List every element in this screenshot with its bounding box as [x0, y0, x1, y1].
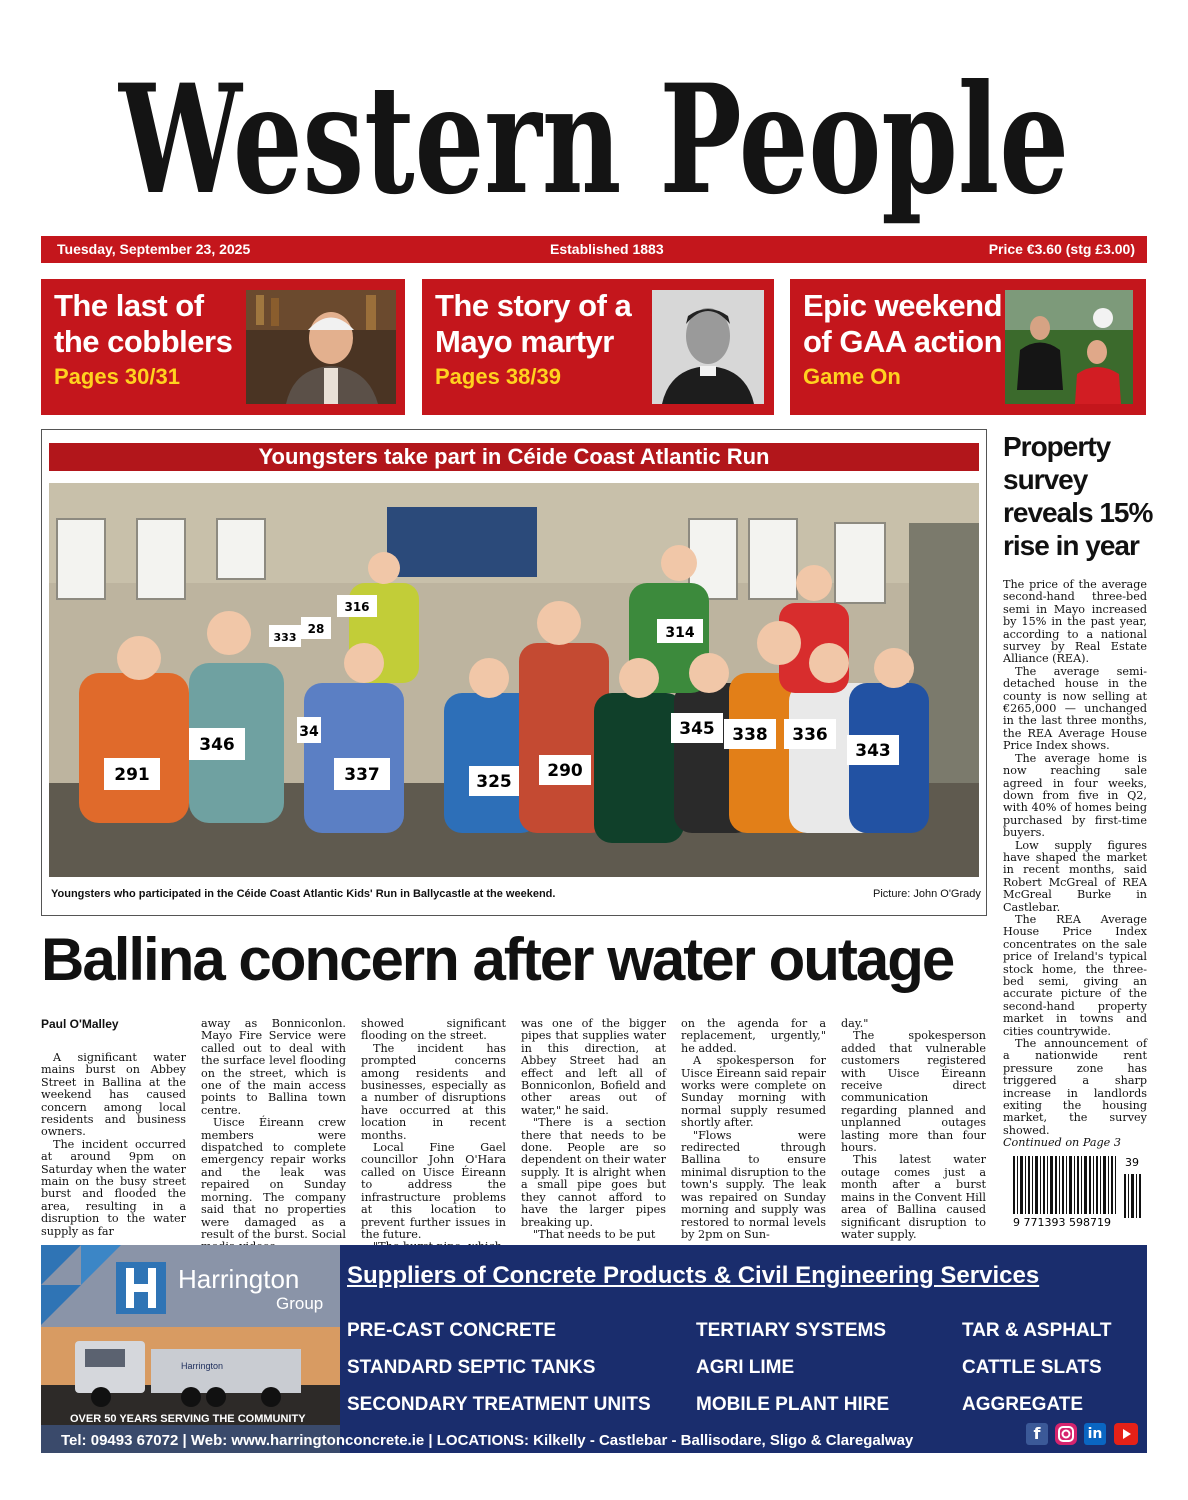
service-item: AGGREGATE	[962, 1394, 1084, 1415]
promo-title-line: Epic weekend	[803, 288, 1003, 323]
article-paragraph: The spokesperson added that vulnerable customers registered with Uisce Éireann receive direct communication regarding planned and unplanned outages lasting more than four hours.	[841, 1029, 986, 1155]
promo-title-line: of GAA action	[803, 324, 1003, 359]
martyr-portrait	[652, 290, 764, 404]
promo-pages: Pages 38/39	[435, 364, 561, 389]
article-paragraph: Local Fine Gael councillor John O'Hara called on Uisce Éireann to address the infrastructure problems at this location to prevent further issues in the future.	[361, 1141, 506, 1241]
instagram-icon[interactable]	[1055, 1423, 1077, 1445]
article-paragraph: away as Bonniconlon. Mayo Fire Service were called out to deal with the surface level flooding on the street, which is one of the main access points to Ballina town centre.	[201, 1017, 346, 1117]
race-bib: 346	[199, 735, 235, 755]
issue-date: Tuesday, September 23, 2025	[57, 241, 251, 257]
article-paragraph: The average home is now reaching sale agreed in four weeks, down from five in Q2, with 40% of homes being purchased by first-time buyers.	[1003, 751, 1147, 840]
service-item: TERTIARY SYSTEMS	[696, 1320, 887, 1341]
promo-title	[435, 288, 631, 360]
photo-headline: Youngsters take part in Céide Coast Atlantic Run	[49, 443, 979, 471]
promo-title-line: The last of	[54, 288, 204, 323]
brand-name: Harrington	[178, 1264, 300, 1294]
article-paragraph: showed significant flooding on the street.	[361, 1017, 506, 1043]
service-item: MOBILE PLANT HIRE	[696, 1394, 890, 1415]
article-paragraph: The incident has prompted concerns among residents and businesses, especially as a number of disruptions have occurred at this location in recent months.	[361, 1041, 506, 1142]
service-item: SECONDARY TREATMENT UNITS	[347, 1394, 651, 1415]
brand-sub: Group	[276, 1294, 324, 1313]
service-item: TAR & ASPHALT	[962, 1320, 1112, 1341]
article-paragraph: The price of the average second-hand three-bed semi in Mayo increased by 15% in the past year, according to a national survey by Real Estate Alliance (REA).	[1003, 578, 1147, 666]
lead-headline: Ballina concern after water outage	[41, 926, 954, 993]
promo-pages: Pages 30/31	[54, 364, 180, 389]
lead-byline: Paul O'Malley	[41, 1017, 119, 1031]
harrington-h-icon	[116, 1262, 166, 1314]
dateline-bar	[41, 236, 1147, 263]
truck-logo: Harrington	[181, 1361, 224, 1371]
kids-run-photo	[49, 483, 979, 877]
promo-cobblers[interactable]	[41, 279, 405, 415]
youtube-icon[interactable]	[1114, 1423, 1138, 1445]
service-item: STANDARD SEPTIC TANKS	[347, 1357, 596, 1378]
article-paragraph: Low supply figures have shaped the market in recent months, said Robert McGreal of REA McGreal Burke in Castlebar.	[1003, 838, 1147, 914]
cobbler-photo	[246, 290, 396, 404]
service-item: AGRI LIME	[696, 1357, 795, 1378]
article-paragraph: on the agenda for a replacement, urgently," he added.	[681, 1017, 826, 1055]
photo-caption: Youngsters who participated in the Céide Coast Atlantic Kids' Run in Ballycastle at the weekend.	[51, 888, 556, 900]
race-bib: 345	[679, 719, 715, 739]
lead-column-1	[41, 1052, 186, 1238]
lead-column-5	[681, 1018, 826, 1241]
race-bib: 290	[547, 761, 583, 781]
race-bib: 325	[476, 772, 512, 792]
article-paragraph: The incident occurred at around 9pm on Saturday when the water main on the busy street burst and flooded the area, resulting in a disruption to the water supply as far	[41, 1137, 186, 1238]
promo-title	[54, 288, 232, 360]
race-bib: 34	[299, 724, 319, 740]
race-bib: 337	[344, 765, 380, 785]
article-paragraph: This latest water outage comes just a month after a burst mains in the Convent Hill area of Ballina caused significant disruption to water supply.	[841, 1153, 986, 1241]
article-paragraph: "Flows were redirected through Ballina to ensure minimal disruption to the town's supply. The leak was repaired on Sunday morning and supply was restored to normal levels by 2pm on Sun-	[681, 1128, 826, 1241]
article-paragraph: "There is a section there that needs to be done. People are so dependent on their water supply. It is alright when a small pipe goes but they cannot afford to have the larger pipes breaking up.	[521, 1116, 666, 1229]
race-bib: 28	[307, 622, 325, 636]
race-bib: 333	[273, 631, 297, 644]
facebook-icon[interactable]: f	[1026, 1423, 1048, 1445]
advert-tagline: Suppliers of Concrete Products & Civil Engineering Services	[347, 1262, 1040, 1289]
race-bib: 336	[792, 725, 828, 745]
race-bib: 338	[732, 725, 768, 745]
masthead-logo	[0, 40, 1188, 240]
lead-column-2	[201, 1018, 346, 1254]
advert-years: OVER 50 YEARS SERVING THE COMMUNITY	[70, 1413, 306, 1425]
article-paragraph: The announcement of a nationwide rent pressure zone has triggered a sharp increase in landlords exiting the housing market, the survey showed.	[1003, 1037, 1147, 1137]
promo-mayo-martyr[interactable]	[422, 279, 774, 415]
article-paragraph: A significant water mains burst on Abbey Street in Ballina at the weekend has caused concern among local residents and business owners.	[41, 1051, 186, 1139]
race-bib: 291	[114, 765, 150, 785]
article-paragraph: Uisce Éireann crew members were dispatched to complete emergency repair works and the leak was repaired on Sunday morning. The company said that no properties were damaged as a result of the burst. Social	[201, 1116, 346, 1241]
article-paragraph: A spokesperson for Uisce Éireann said repair works were complete on Sunday morning with normal supply resumed shortly after.	[681, 1054, 826, 1130]
masthead	[0, 40, 1188, 240]
promo-title-line: The story of a	[435, 288, 632, 323]
article-paragraph: day."	[841, 1017, 869, 1030]
masthead-title: Western People	[117, 52, 1069, 228]
lead-column-4	[521, 1018, 666, 1241]
service-item: CATTLE SLATS	[962, 1357, 1102, 1378]
barcode	[1011, 1154, 1145, 1229]
lead-column-3	[361, 1018, 506, 1254]
linkedin-icon[interactable]: in	[1084, 1423, 1106, 1445]
lead-column-6	[841, 1018, 986, 1241]
article-paragraph: was one of the bigger pipes that supplies water in this direction, at Abbey Street had an effect and left all of Bonniconlon, Bofield and other areas out of water," he said.	[521, 1017, 666, 1117]
cover-price: Price €3.60 (stg £3.00)	[988, 241, 1135, 257]
promo-title-line: the cobblers	[54, 324, 233, 359]
promo-title-line: Mayo martyr	[435, 324, 614, 359]
promo-pages: Game On	[803, 364, 901, 389]
promo-title	[803, 288, 1002, 360]
photo-credit: Picture: John O'Grady	[873, 888, 981, 900]
side-headline: Property survey reveals 15% rise in year	[1003, 431, 1153, 561]
barcode-number: 9 771393 598719	[1013, 1216, 1111, 1229]
issue-number: 39	[1125, 1156, 1139, 1169]
race-bib: 343	[855, 741, 891, 761]
advert-contact[interactable]: Tel: 09493 67072 | Web: www.harringtonconcrete.ie | LOCATIONS: Kilkelly - Castlebar - Ballisodare, Sligo & Claregalway	[61, 1432, 914, 1449]
article-paragraph: "That needs to be put	[533, 1227, 656, 1241]
race-bib: 314	[665, 625, 695, 641]
established-year: Established 1883	[550, 241, 664, 257]
article-paragraph: The average semi-detached house in the county is now selling at €265,000 — unchanged in the last three months, the REA Average House Price Index shows.	[1003, 664, 1147, 753]
service-item: PRE-CAST CONCRETE	[347, 1320, 557, 1341]
promo-gaa-action[interactable]	[790, 279, 1146, 415]
article-paragraph: The REA Average House Price Index concentrates on the sale price of Ireland's typical stock home, the three-bed semi, giving an accurate picture of the second-hand property market in towns and cities countrywide.	[1003, 912, 1147, 1038]
side-column	[1003, 579, 1147, 1150]
continued-link[interactable]: Continued on Page 3	[1003, 1136, 1121, 1150]
race-bib: 316	[344, 600, 370, 614]
gaa-photo	[1005, 290, 1133, 404]
